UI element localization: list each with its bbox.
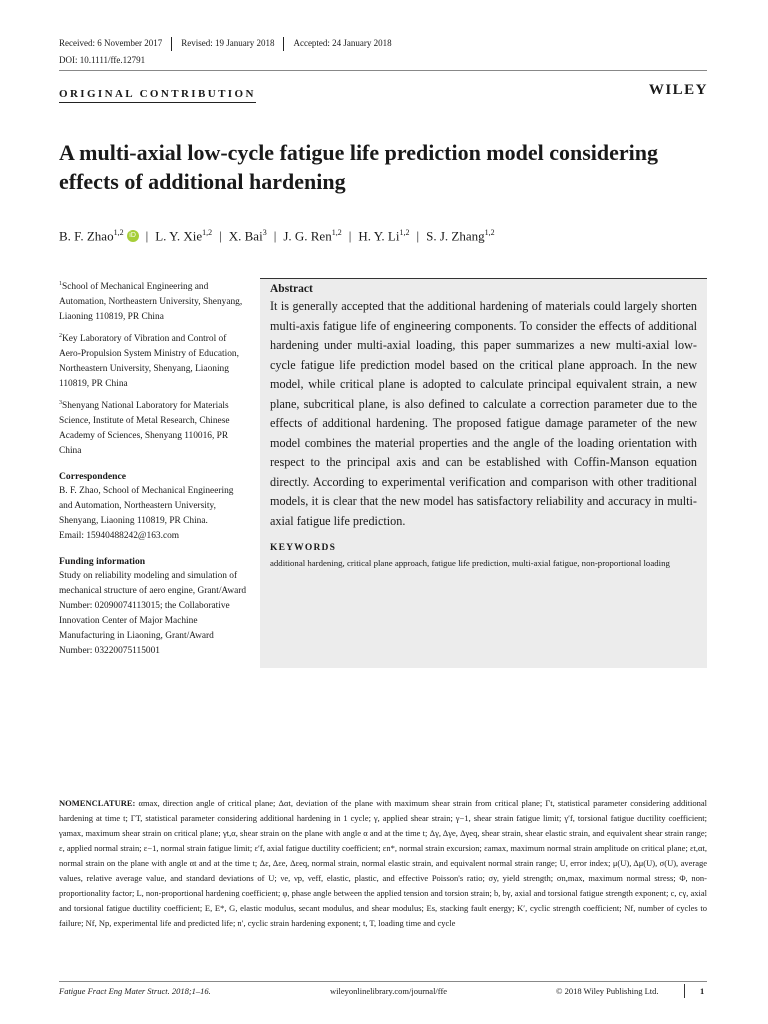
author-separator: | — [219, 228, 222, 244]
revised-date: Revised: 19 January 2018 — [181, 37, 284, 51]
author[interactable]: H. Y. Li$^{1,2}$ — [358, 228, 410, 244]
nomenclature — [59, 796, 707, 931]
affiliation: $^3$Shenyang National Laboratory for Materials Science, Institute of Metal Research, Chinese Academy of Sciences, Shenyang 110016, PR China — [59, 400, 230, 457]
publisher-logo: WILEY — [648, 82, 708, 98]
abstract-heading: Abstract — [270, 283, 313, 295]
author-list — [59, 228, 495, 244]
page-number: 1 — [700, 986, 705, 996]
nomenclature-label: NOMENCLATURE: — [59, 798, 136, 808]
footer-divider — [59, 981, 707, 982]
correspondence-text: B. F. Zhao, School of Mechanical Engineering and Automation, Northeastern University, Shenyang, Liaoning 110819, PR China. — [59, 486, 234, 527]
article-title: A multi-axial low-cycle fatigue life prediction model considering effects of additional hardening — [59, 140, 659, 194]
footer-separator — [684, 984, 685, 998]
doi[interactable]: DOI: 10.1111/ffe.12791 — [59, 55, 146, 65]
author[interactable]: X. Bai$^3$ — [228, 228, 267, 244]
keywords-heading: KEYWORDS — [270, 543, 337, 553]
affiliation: $^1$School of Mechanical Engineering and Automation, Northeastern University, Shenyang, Liaoning 110819, PR China — [59, 281, 243, 323]
author[interactable]: B. F. Zhao$^{1,2}$ — [59, 228, 124, 244]
affiliation: $^2$Key Laboratory of Vibration and Control of Aero-Propulsion System Ministry of Education, Northeastern University, Shenyang, Liaoning 110819, PR China — [59, 333, 239, 390]
received-date: Received: 6 November 2017 — [59, 37, 172, 51]
author[interactable]: J. G. Ren$^{1,2}$ — [283, 228, 342, 244]
section-label: ORIGINAL CONTRIBUTION — [59, 88, 256, 103]
author-separator: | — [145, 228, 149, 244]
funding-text: Study on reliability modeling and simulation of mechanical structure of aero engine, Grant/Award Number: 02090074113015; the Collaborative Innovation Center of Major Machine Manufacturing in Liaoning, Grant/Award Number: 03220075115001 — [59, 571, 247, 657]
correspondence-email[interactable]: Email: 15940488242@163.com — [59, 531, 180, 542]
accepted-date: Accepted: 24 January 2018 — [293, 38, 392, 48]
author[interactable]: S. J. Zhang$^{1,2}$ — [426, 228, 495, 244]
abstract-panel — [260, 278, 707, 668]
abstract-text: It is generally accepted that the additional hardening of materials could largely shorten multi-axis fatigue life of engineering components. To consider the effects of additional hardening under multi-axial loading, this paper summarizes a new multi-axial low-cycle fatigue life prediction model based on the critical plane approach. In the new model, while critical plane is adopted to calculate principal equivalent strain, a new plane, subcritical plane, is also defined to calculate a correction parameter due to the effects of additional hardening. The proposed fatigue damage parameter of the new model combines the material properties and the angle of the loading orientation with respect to the principal axis and can be established with Coffin-Manson equation directly. According to experimental verification and comparison with other traditional models, it is clear that the new model has satisfactory reliability and accuracy in multi-axial fatigue life prediction. — [270, 299, 697, 528]
keywords-text: additional hardening, critical plane approach, fatigue life prediction, multi-axial fatigue, non-proportional loading — [270, 558, 670, 568]
funding-heading: Funding information — [59, 556, 146, 568]
author-separator: | — [416, 228, 420, 244]
journal-citation: Fatigue Fract Eng Mater Struct. 2018;1–16. — [59, 986, 211, 996]
orcid-icon[interactable]: iD — [127, 230, 139, 242]
header-divider — [59, 70, 707, 71]
article-dates — [59, 37, 410, 51]
author-separator: | — [348, 228, 352, 244]
author-separator: | — [273, 228, 277, 244]
correspondence-heading: Correspondence — [59, 471, 126, 483]
copyright: © 2018 Wiley Publishing Ltd. — [556, 986, 659, 996]
author[interactable]: L. Y. Xie$^{1,2}$ — [155, 228, 213, 244]
nomenclature-text: αmax, direction angle of critical plane; Δαt, deviation of the plane with maximum shear strain from critical plane; Γt, statistical parameter considering additional hardening at time t; ΓT, statistical parameter considering additional hardening in 1 cycle; γ, applied shear strain; γ−1, shear strain fatigue limit; γ′f, torsional fatigue ductility coefficient; γamax, maximum shear strain on critical plane; γt,α, shear strain on the plane with angle α and at the time t; Δγ, Δγe, Δγeq, shear strain, shear elastic strain, and equivalent shear strain range; ε, applied normal strain; ε−1, normal strain fatigue limit; ε′f, axial fatigue ductility coefficient; εn*, normal strain excursion; εamax, maximum normal strain amplitude on critical plane; εt,αt, normal strain on the plane with angle αt and at the time t; Δε, Δεe, Δεeq, normal strain, normal elastic strain, and equivalent normal strain range; U, error index; μ(U), Δμ(U), σ(U), average values, relative average value, and standard deviations of U; νe, νp, νeff, elastic, plastic, and effective Poisson's ratio; σy, yield strength; σn,max, maximum normal stress; Φ, non-proportionality factor; L, non-proportional hardening coefficient; φ, phase angle between the applied tension and torsion strain; b, bγ, axial and torsional fatigue strength exponent; c, cγ, axial and torsional fatigue ductility coefficient; E, E*, G, elastic modulus, secant modulus, and shear modulus; Es, stacking fault energy; K′, cyclic strength coefficient; Nf, number of cycles to failure; Nf, Np, experimental life and predicted life; n′, cyclic strain hardening exponent; t, T, loading time and cycle — [59, 798, 707, 928]
journal-url[interactable]: wileyonlinelibrary.com/journal/ffe — [330, 986, 448, 996]
sidebar — [59, 277, 249, 659]
